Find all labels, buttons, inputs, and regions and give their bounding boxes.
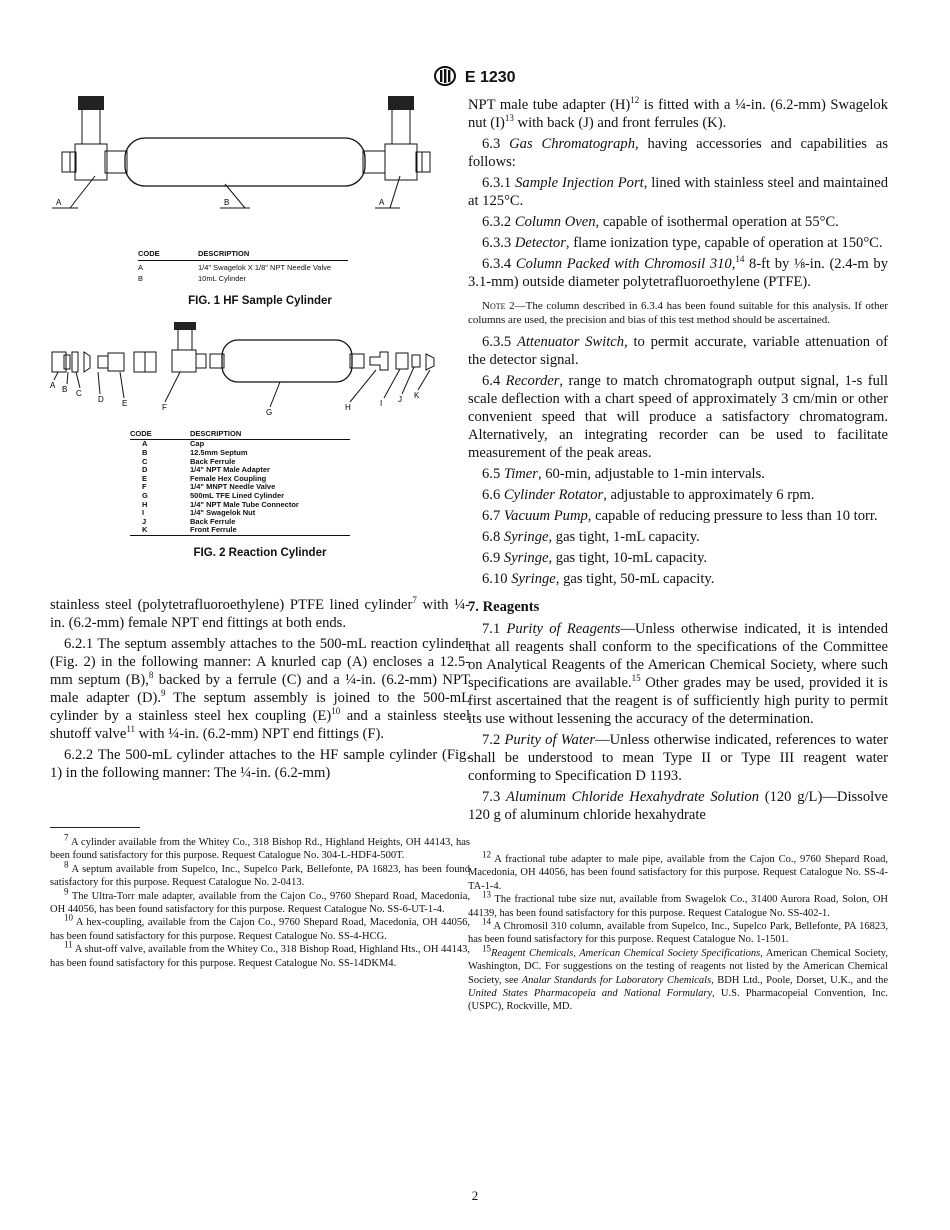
code-cell: A [138, 262, 144, 272]
fig1-callout: A [56, 198, 62, 207]
fig1-drawing [50, 96, 450, 246]
fig2-callout: C [76, 388, 82, 398]
paragraph-6-3-3: 6.3.3 Detector, flame ionization type, capable of operation at 150°C. [482, 235, 883, 251]
code-cell: G [142, 490, 148, 500]
fig2-callout: G [266, 407, 273, 417]
desc-cell: 1/4" NPT Male Tube Connector [190, 499, 299, 509]
fig1-table [138, 250, 348, 284]
footnote: $^7$ A cylinder available from the Whitey Co., 318 Bishop Rd., Highland Heights, OH 44143, has been found satisfactory for this purpose. Request Catalogue No. 304-L-HDF4-500T. [50, 832, 470, 862]
description-header: DESCRIPTION [190, 428, 242, 438]
footnote: $^{13}$ The fractional tube size nut, available from Swagelok Co., 31400 Aurora Road, Solon, OH 44139, has been found satisfactory for this purpose. Request Catalogue No. SS-402-1. [468, 889, 888, 919]
desc-cell: 1/4" MNPT Needle Valve [190, 482, 276, 492]
fig2-callout: B [62, 384, 68, 394]
paragraph-6-8: 6.8 Syringe, gas tight, 1-mL capacity. [482, 529, 700, 545]
paragraph-7-2: 7.2 Purity of Water—Unless otherwise indicated, references to water shall be understood to mean Type II or Type III reagent water conforming to Specification D 1193. [468, 732, 889, 784]
footnote: $^{15}$Reagent Chemicals, American Chemical Society Specifications, American Chemical Society, Washington, DC. For suggestions on the testing of reagents not listed by the American Chemical Society, see Analar Standards for Laboratory Chemicals, BDH Ltd., Poole, Dorset, U.K., and the United States Pharmacopeia and National Formulary, U.S. Pharmacopeial Convention, Inc. (USPC), Rockville, MD. [468, 943, 889, 1013]
desc-cell: 1/4" NPT Male Adapter [190, 465, 270, 475]
code-cell: F [142, 482, 147, 492]
fig2-callout: D [98, 394, 104, 404]
fig2-callout: J [398, 394, 402, 404]
fig2-drawing [50, 322, 450, 422]
footnote: $^8$ A septum available from Supelco, Inc., Supelco Park, Bellefonte, PA 16823, has been found satisfactory for this purpose. Request Catalogue No. 2-0413. [50, 859, 470, 889]
desc-cell: 12.5mm Septum [190, 447, 248, 457]
section-heading-reagents: 7. Reagents [468, 599, 540, 615]
fig2-caption: FIG. 2 Reaction Cylinder [193, 546, 327, 559]
code-cell: H [142, 499, 148, 509]
desc-cell: 1/4" Swagelok X 1/8" NPT Needle Valve [198, 262, 332, 272]
paragraph-6-3-4: 6.3.4 Column Packed with Chromosil 310,14 8-ft by ⅛-in. (2.4-m by 3.1-mm) outside diameter polytetrafluoroethylene (PTFE). [468, 254, 888, 290]
footnote: $^9$ The Ultra-Torr male adapter, available from the Cajon Co., 9760 Shepard Road, Macedonia, OH 44056, has been found satisfactory for this purpose. Request Catalogue No. SS-6-UT-1-4. [50, 886, 470, 915]
paragraph-6-9: 6.9 Syringe, gas tight, 10-mL capacity. [482, 550, 708, 566]
code-cell: D [142, 465, 148, 475]
paragraph-6-7: 6.7 Vacuum Pump, capable of reducing pressure to less than 10 torr. [482, 508, 878, 524]
paragraph-6-4: 6.4 Recorder, range to match chromatograph output signal, 1-s full scale deflection with a chart speed of approximately 3 cm/min or other convenient speed that will produce a satisfactory chromatogram. Alternatively, an integrating recorder can be used to facilitate measurement of the peak areas. [468, 373, 889, 461]
code-cell: B [142, 447, 148, 457]
code-cell: E [142, 473, 148, 483]
code-cell: B [138, 274, 144, 284]
fig2-callout: I [380, 398, 383, 408]
paragraph-6-2-cont: stainless steel (polytetrafluoroethylene) PTFE lined cylinder$^7$ with ¼-in. (6.2-mm) female NPT end fittings at both ends. [50, 595, 470, 631]
code-header: CODE [130, 428, 152, 438]
designation: E 1230 [464, 69, 516, 86]
code-cell: J [142, 516, 147, 526]
astm-logo-icon [434, 66, 456, 86]
fig1-callout: A [379, 198, 385, 207]
desc-cell: 10mL Cylinder [198, 274, 247, 284]
desc-cell: 1/4" Swagelok Nut [190, 508, 256, 518]
code-cell: I [142, 508, 145, 518]
footnote: $^{12}$ A fractional tube adapter to male pipe, available from the Cajon Co., 9760 Shepard Road, Macedonia, OH 44056, has been found satisfactory for this purpose. Request Catalogue No. SS-4-TA-1-4. [468, 849, 888, 892]
desc-cell: 500mL TFE Lined Cylinder [190, 490, 285, 500]
fig2-callout: F [162, 402, 167, 412]
code-header: CODE [138, 249, 160, 258]
paragraph-6-3-2: 6.3.2 Column Oven, capable of isothermal operation at 55°C. [482, 214, 839, 230]
fig2-table [130, 430, 350, 536]
paragraph-6-2-1: 6.2.1 The septum assembly attaches to the 500-mL reaction cylinder (Fig. 2) in the following manner: A knurled cap (A) encloses a 12.5-mm septum (B),$^8$ backed by a ferrule (C) and a ¼-in. (6.2-mm) NPT male adapter (D).$^9$ The septum assembly is joined to the 500-mL cylinder by a stainless steel hex coupling $(E)^{10}$ and a stainless steel shutoff valve$^{11}$ with ¼-in. (6.2-mm) NPT end fittings (F). [50, 635, 470, 742]
desc-cell: Back Ferrule [190, 516, 236, 526]
paragraph-6-3-1: 6.3.1 Sample Injection Port, lined with stainless steel and maintained at 125°C. [468, 175, 888, 209]
desc-cell: Front Ferrule [190, 525, 237, 535]
left-column [50, 96, 470, 970]
desc-cell: Female Hex Coupling [190, 473, 267, 483]
fig1-callout: B [224, 198, 230, 207]
paragraph-6-10: 6.10 Syringe, gas tight, 50-mL capacity. [482, 571, 715, 587]
paragraph-6-5: 6.5 Timer, 60-min, adjustable to 1-min intervals. [482, 466, 765, 482]
footnote: $^{14}$ A Chromosil 310 column, available from Supelco, Inc., Supelco Park, Bellefonte, PA 16823, has been found satisfactory for this purpose. Request Catalogue No. 1-1501. [468, 916, 888, 946]
note-2: Note 2—The column described in 6.3.4 has been found suitable for this analysis. If other columns are used, the precision and bias of this test method should be ascertained. [468, 300, 888, 326]
page-header [0, 66, 950, 87]
footnote: $^{11}$ A shut-off valve, available from the Whitey Co., 318 Bishop Road, Highland Hts., OH 44143, has been found satisfactory for this purpose. Request Catalogue No. SS-14DKM4. [50, 939, 470, 969]
paragraph-6-6: 6.6 Cylinder Rotator, adjustable to approximately 6 rpm. [482, 487, 815, 503]
right-column [468, 96, 888, 1014]
code-cell: K [142, 525, 148, 535]
paragraph-6-2-2-cont: NPT male tube adapter $(H)^{12}$ is fitted with a ¼-in. (6.2-mm) Swagelok nut $(I)^{13}$ with back (J) and front ferrules (K). [468, 95, 888, 131]
fig1-caption: FIG. 1 HF Sample Cylinder [188, 294, 332, 307]
paragraph-7-3: 7.3 Aluminum Chloride Hexahydrate Solution (120 g/L)—Dissolve 120 g of aluminum chloride hexahydrate [468, 789, 888, 823]
fig2-callout: A [50, 380, 56, 390]
paragraph-6-3: 6.3 Gas Chromatograph, having accessories and capabilities as follows: [468, 136, 889, 170]
fig2-callout: H [345, 402, 351, 412]
footnote: $^{10}$ A hex-coupling, available from the Cajon Co., 9760 Shepard Road, Macedonia, OH 44056, has been found satisfactory for this purpose. Request Catalogue No. SS-4-HCG. [50, 912, 470, 942]
desc-cell: Cap [190, 439, 205, 449]
paragraph-7-1: 7.1 Purity of Reagents—Unless otherwise indicated, it is intended that all reagents shall conform to the specifications of the Committee on Analytical Reagents of the American Chemical Society, where such specifications are available.$^{15}$ Other grades may be used, provided it is first ascertained that the reagent is of sufficiently high purity to permit its use without lessening the accuracy of the determination. [468, 621, 888, 727]
description-header: DESCRIPTION [198, 249, 250, 258]
fig2-callout: E [122, 398, 128, 408]
fig2-callout: K [414, 390, 420, 400]
code-cell: C [142, 456, 148, 466]
code-cell: A [142, 439, 148, 449]
desc-cell: Back Ferrule [190, 456, 236, 466]
paragraph-6-2-2: 6.2.2 The 500-mL cylinder attaches to the HF sample cylinder (Fig. 1) in the following manner: The ¼-in. (6.2-mm) [50, 746, 470, 781]
page-number: 2 [471, 1188, 479, 1203]
footnote-rule [50, 827, 140, 828]
paragraph-6-3-5: 6.3.5 Attenuator Switch, to permit accurate, variable attenuation of the detector signal. [468, 334, 888, 368]
